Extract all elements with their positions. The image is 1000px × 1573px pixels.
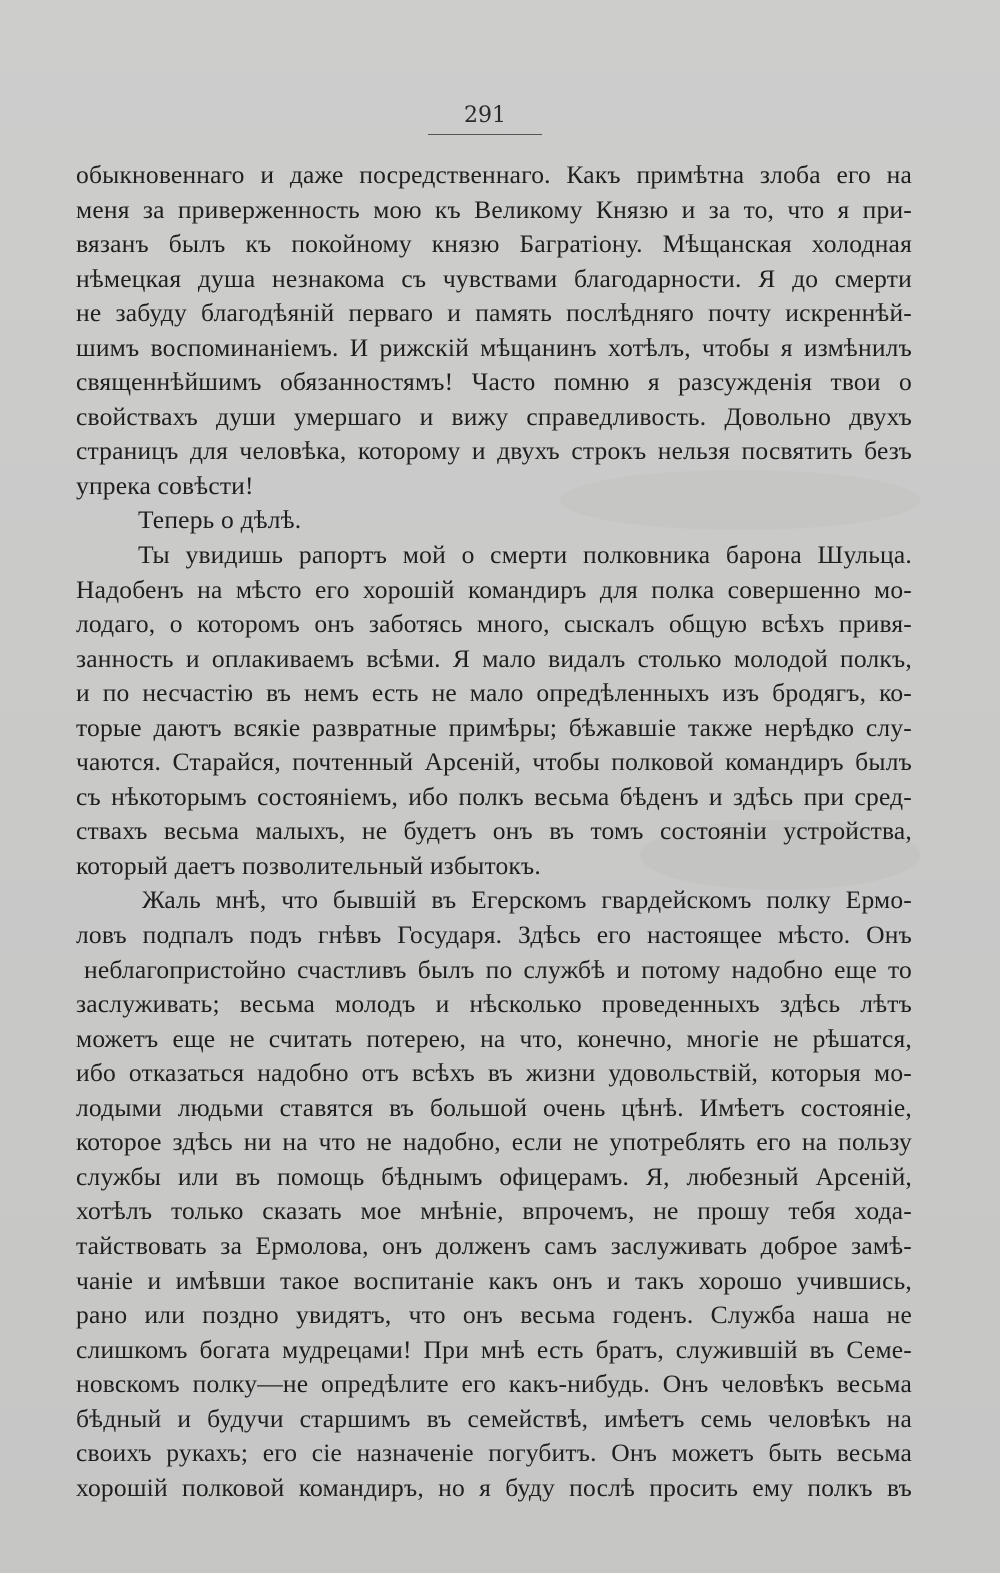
text-line: Ты увидишь рапортъ мой о смерти полковника барона Шульца. [138,540,912,570]
text-line: меня за приверженность мою къ Великому Князю и за то, что я при- [76,194,912,224]
text-line: вязанъ былъ къ покойному князю Багратіону. Мѣщанская холодная [76,229,912,259]
text-line: рано или поздно увидятъ, что онъ весьма годенъ. Служба наша не [76,1300,912,1330]
text-line: можетъ еще не считать потерею, на что, конечно, многіе не рѣшатся, [76,1023,912,1053]
text-line: новскомъ полку—не опредѣлите его какъ-нибудь. Онъ человѣкъ весьма [76,1369,912,1399]
text-line: хорошій полковой командиръ, но я буду послѣ просить ему полкъ въ [76,1472,912,1502]
text-line: и по несчастію въ немъ есть не мало опредѣленныхъ изъ бродягъ, ко- [76,678,912,708]
text-line: ловъ подпалъ подъ гнѣвъ Государя. Здѣсь его настоящее мѣсто. Онъ [76,920,912,950]
text-line: нѣмецкая душа незнакома съ чувствами благодарности. Я до смерти [76,263,912,293]
text-line: заслуживать; весьма молодъ и нѣсколько проведенныхъ здѣсь лѣтъ [76,989,912,1019]
text-line: бѣдный и будучи старшимъ въ семействѣ, имѣетъ семь человѣкъ на [76,1403,912,1433]
text-line: слишкомъ богата мудрецами! При мнѣ есть братъ, служившій въ Семе- [76,1334,912,1364]
text-line: своихъ рукахъ; его сіе назначеніе погубитъ. Онъ можетъ быть весьма [76,1438,912,1468]
text-line: которое здѣсь ни на что не надобно, если не употреблять его на пользу [76,1127,912,1157]
text-line: лодыми людьми ставятся въ большой очень цѣнѣ. Имѣетъ состояніе, [76,1092,912,1122]
text-line: не забуду благодѣяній перваго и память послѣдняго почту искреннѣй- [76,298,912,328]
text-line: свойствахъ души умершаго и вижу справедливость. Довольно двухъ [76,401,912,431]
page-number-rule [428,134,542,135]
text-line: священнѣйшимъ обязанностямъ! Часто помню я разсужденія твои о [76,367,912,397]
text-line: упрека совѣсти! [76,470,254,500]
text-line: лодаго, о которомъ онъ заботясь много, сыскалъ общую всѣхъ привя- [76,609,912,639]
text-line: обыкновеннаго и даже посредственнаго. Какъ примѣтна злоба его на [76,160,912,189]
text-line: страницъ для человѣка, которому и двухъ строкъ нельзя посвятить безъ [76,436,912,466]
body-text [76,158,912,1505]
text-line: Жаль мнѣ, что бывшій въ Егерскомъ гвардейскомъ полку Ермо- [142,885,912,915]
text-line: ибо отказаться надобно отъ всѣхъ въ жизни удовольствій, которыя мо- [76,1058,912,1088]
page-number: 291 [464,103,506,128]
text-line: неблагопристойно счастливъ былъ по службѣ и потому надобно еще то [84,954,912,984]
text-line: хотѣлъ только сказать мое мнѣніе, впрочемъ, не прошу тебя хода- [76,1196,912,1226]
text-line: который даетъ позволительный избытокъ. [76,850,541,880]
text-line: ствахъ весьма малыхъ, не будетъ онъ въ томъ состояніи устройства, [76,816,912,846]
text-line: торые даютъ всякіе развратные примѣры; бѣжавшіе также нерѣдко слу- [76,712,912,742]
text-line: чаются. Старайся, почтенный Арсеній, чтобы полковой командиръ былъ [76,747,912,777]
text-line: тайствовать за Ермолова, онъ долженъ самъ заслуживать доброе замѣ- [76,1230,912,1260]
text-line: Теперь о дѣлѣ. [138,505,302,535]
text-line: занность и оплакиваемъ всѣми. Я мало видалъ столько молодой полкъ, [76,643,912,673]
text-line: Надобенъ на мѣсто его хорошій командиръ для полка совершенно мо- [76,574,912,604]
text-line: съ нѣкоторымъ состояніемъ, ибо полкъ весьма бѣденъ и здѣсь при сред- [76,781,912,811]
text-line: шимъ воспоминаніемъ. И рижскій мѣщанинъ хотѣлъ, чтобы я измѣнилъ [76,332,912,362]
text-line: службы или въ помощь бѣднымъ офицерамъ. Я, любезный Арсеній, [76,1161,912,1191]
text-line: чаніе и имѣвши такое воспитаніе какъ онъ и такъ хорошо учившись, [76,1265,912,1295]
